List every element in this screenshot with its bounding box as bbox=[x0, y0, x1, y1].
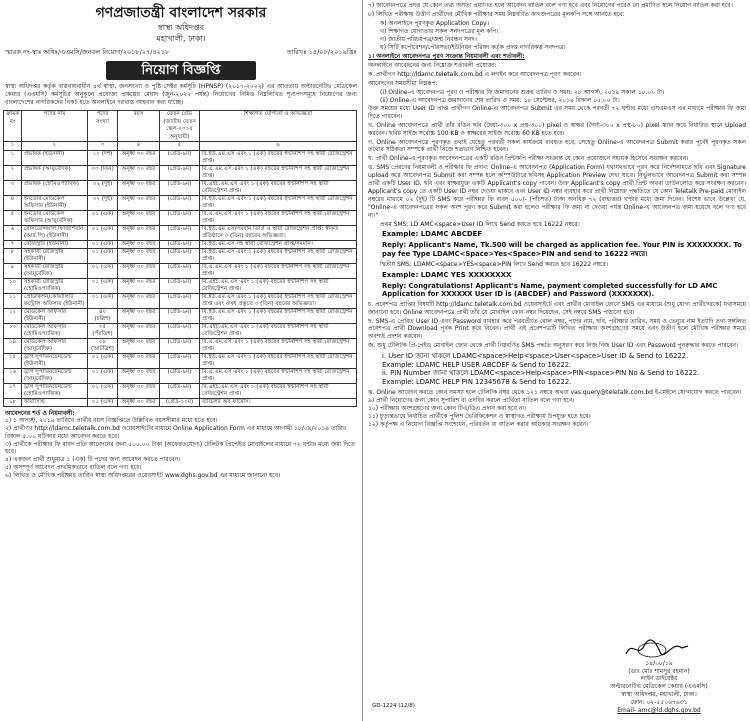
table-header-cell: বয়স bbox=[118, 111, 160, 142]
table-cell-count: ৩৫ (পঁয়ত্রিশ) bbox=[88, 323, 118, 338]
table-cell-sl: ১ bbox=[4, 150, 22, 165]
download-line: ছ. SMS-এ প্রেরিত User ID এবং Password ব্যবহার করে পরবর্তীতে রোল নম্বর, পদের নাম, ছবি, পরীক্ষার তারিখ, সময় ও ভেন্যুর নাম ইত্যাদি তথ্য সম্বলিত প্রবেশপত্র প্রার্থী Download পূর্বক Print করে নিবেন। প্রার্থী এই প্রবেশপত্রটি লিখিত পরীক্ষায় অংশগ্রহণের সময়ে এবং উত্তীর্ণ হলে মৌখিক পরীক্ষার সময়ে অবশ্যই প্রদর্শন করবেন। bbox=[368, 317, 746, 341]
table-cell-age: অনূর্ধ্ব ৩০ বছর bbox=[118, 398, 160, 406]
table-cell-sl: ১৫ bbox=[4, 353, 22, 368]
table-cell-sl: ১৪ bbox=[4, 338, 22, 353]
condition-item: ১) ১ আগস্ট, ২০১৯ তারিখে প্রার্থীর বয়স বিজ্ঞপ্তিতে উল্লিখিত বয়সসীমার মধ্যে হতে হবে। bbox=[5, 417, 218, 425]
table-row bbox=[4, 225, 357, 240]
table-cell-post: সহকারী রেজিস্ট্রার (আয়ুর্বেদিক) bbox=[22, 263, 88, 278]
table-row bbox=[4, 278, 357, 293]
table-cell-post: প্রভাষক (হোমিওপ্যাথিক) bbox=[22, 180, 88, 195]
condition-item: ৫) অসম্পূর্ণ আবেদন প্রাথমিকভাবে বাতিল বলে গণ্য হবে। bbox=[5, 464, 142, 472]
first-sms-label: প্রথম SMS: LD AMC<space>User ID লিখে Send করতে হবে 16222 নম্বরে। bbox=[380, 220, 580, 228]
table-cell-grade: (গ্রেড-৯ম) bbox=[160, 165, 200, 180]
table-cell-sl: ১৬ bbox=[4, 368, 22, 383]
posts-table bbox=[3, 110, 357, 407]
table-row bbox=[4, 398, 357, 406]
recover-item: ii. PIN Number জানা থাকলে LDAMC<space>Help<space>PIN<space>PIN No & Send to 16222. bbox=[382, 369, 700, 378]
table-cell-count: ৪০ (চল্লিশ) bbox=[88, 308, 118, 323]
table-cell-grade: (গ্রেড-৯ম) bbox=[160, 248, 200, 263]
table-cell-qual: বি.ইউ.এম.এস এবং ১ (এক) বছরের ইন্টার্নশিপ সহ স্থায়ী রেজিস্ট্রেশন প্রাপ্ত। bbox=[200, 150, 357, 165]
table-cell-sl: ১১ bbox=[4, 293, 22, 308]
table-cell-qual: বি.এ.এম.এস এবং ১ (এক) বছরের ইন্টার্নশিপ সহ স্থায়ী রেজিস্ট্রেশন প্রাপ্ত। bbox=[200, 338, 357, 353]
table-header-cell: ক্রমিক নং bbox=[4, 111, 22, 142]
intro-paragraph: স্বাস্থ্য অধিদপ্তর কর্তৃক বাস্তবায়নাধীন ৪র্থ স্বাস্থ্য, জনসংখ্যা ও পুষ্টি সেক্টর কর্মসূচি (HPNSP) (২০১৭-২০২২) এর আওতায় অল্টারনেটিভ মেডিকেল কেয়ার (এএমসি) কর্মসূচির অনুকূলে প্রযোজ্য প্রকল্পের মেয়াদ (জুন-২০২২ পর্যন্ত) নিয়োগের নিমিত্ত নিম্নলিখিত শূন্যপদসমূহে নিয়োগের জন্য বাংলাদেশের নাগরিকদের নিকট হতে অনলাইনে দরখাস্ত আহবান করা যাচ্ছে। bbox=[5, 83, 357, 106]
table-number-cell: ৬ bbox=[200, 142, 357, 151]
table-number-cell: ৫ bbox=[160, 142, 200, 151]
table-cell-count: ০২ (দুই) bbox=[88, 195, 118, 210]
table-cell-sl: ৪ bbox=[4, 195, 22, 210]
table-row bbox=[4, 240, 357, 248]
table-cell-post: রেজিস্ট্রার (ইউনানী) bbox=[22, 240, 88, 248]
table-cell-count: ০১ (এক) bbox=[88, 210, 118, 225]
table-cell-qual: বি.ইউ.এম.এস সহ স্থায়ী রেজিস্ট্রেশন প্রাপ্ত/সমমান। bbox=[200, 240, 357, 248]
table-cell-age: অনূর্ধ্ব ৩০ বছর bbox=[118, 308, 160, 323]
table-cell-count: ০২ (দুই) bbox=[88, 180, 118, 195]
table-cell-grade: (গ্রেড-৯ম) bbox=[160, 210, 200, 225]
table-row bbox=[4, 195, 357, 210]
website-line: ক. প্রার্থীগণ http://ldamc.teletalk.com.bd এ লগইন করে আবেদনপত্র পূরণ করবেন। bbox=[368, 71, 582, 79]
table-cell-grade: (গ্রেড-৯ম) bbox=[160, 240, 200, 248]
table-row bbox=[4, 338, 357, 353]
table-cell-grade: (গ্রেড-৯ম) bbox=[160, 293, 200, 308]
table-cell-sl: ২ bbox=[4, 165, 22, 180]
table-cell-count: ০১ (এক) bbox=[88, 353, 118, 368]
recover-line: জ. শুধু টেলিটক প্রি-পেইড মোবাইল ফোন থেকে প্রার্থী নিম্নবর্ণিত SMS পদ্ধতি অনুসরণ করে নিজ নিজ User ID এবং Password পুনরুদ্ধার করতে পারবেন। bbox=[368, 342, 739, 350]
table-cell-post: প্রভাষক (ইউনানী) bbox=[22, 150, 88, 165]
table-cell-age: অনূর্ধ্ব ৪০ বছর bbox=[118, 225, 160, 240]
table-cell-count: ০১ (এক) bbox=[88, 240, 118, 248]
table-cell-qual: বি.ইউ.এম.এস এবং ১ (এক) বছরের ইন্টার্নশিপ সহ স্থায়ী রেজিস্ট্রেশন প্রাপ্ত এবং ঔষধ প্রস্তুতে ৩ (তিন) বছরের অভিজ্ঞতা। bbox=[200, 293, 357, 308]
table-cell-qual: বি.এ.এম.এস এবং ১ (এক) বছরের ইন্টার্নশিপ সহ স্থায়ী রেজিস্ট্রেশন প্রাপ্ত। bbox=[200, 263, 357, 278]
table-cell-age: অনূর্ধ্ব ৩০ বছর bbox=[118, 293, 160, 308]
table-cell-count: ০১ (এক) bbox=[88, 278, 118, 293]
table-cell-age: অনূর্ধ্ব ৩০ বছর bbox=[118, 368, 160, 383]
signatory-title-2: অল্টারনেটিভ মেডিকেল কেয়ার (এএমসি) bbox=[610, 683, 708, 691]
table-cell-age: অনূর্ধ্ব ৩০ বছর bbox=[118, 248, 160, 263]
table-number-cell: ২ bbox=[22, 142, 88, 151]
conditions-section bbox=[5, 410, 357, 480]
table-cell-post: ইনডোর মেডিকেল অফিসার (আয়ুর্বেদিক) bbox=[22, 210, 88, 225]
table-cell-post: ড্রাগ সুপারিনটেনডেন্ট (ইউনানী) bbox=[22, 353, 88, 368]
table-cell-count: ০১ (এক) bbox=[88, 248, 118, 263]
table-cell-grade: (গ্রেড-৯ম) bbox=[160, 180, 200, 195]
table-row bbox=[4, 150, 357, 165]
document-item: গ) জাতীয় পরিচয়পত্র/জন্ম নিবন্ধন সনদ। bbox=[380, 35, 477, 43]
helpline: ঝ. Online আবেদন করতে কোন সমস্যা হলে টেলিটক নম্বর থেকে ১২১ নম্বরে অথবা vas.query@teletalk.com.bd ই-মেইলে যোগাযোগ করতে পারবেন। bbox=[368, 388, 742, 396]
recover-item: i. User ID জানা থাকলে LDAMC<space>Help<space>User<space>User ID & Send to 16222. bbox=[382, 352, 689, 361]
table-cell-post: ফার্মাসিস্ট bbox=[22, 398, 88, 406]
table-cell-sl: ৫ bbox=[4, 210, 22, 225]
false-info-clause: ৭) আবেদনপত্রে প্রদত্ত যে কোন তথ্য অসত্য প্রমাণিত হলে আবেদন বাতিল বলে গণ্য হবে এবং নিয়োগের পরেও তা প্রমাণিত হলে নিয়োগ বাতিল করা হবে। bbox=[368, 2, 733, 9]
table-cell-post: প্রোডাকশন/কোয়ালিটি কন্ট্রোল অফিসার (ইউনানী) bbox=[22, 293, 88, 308]
table-cell-grade: (গ্রেড-৯ম) bbox=[160, 353, 200, 368]
table-cell-qual: বি.ইউ.এম.এস এবং ১ (এক) বছরের ইন্টার্নশিপ সহ স্থায়ী রেজিস্ট্রেশন প্রাপ্ত। bbox=[200, 195, 357, 210]
table-cell-sl: ৬ bbox=[4, 225, 22, 240]
table-number-cell: ৪ bbox=[118, 142, 160, 151]
table-cell-grade: (গ্রেড-৯ম) bbox=[160, 195, 200, 210]
table-cell-post: ড্রাগ সুপারিনটেনডেন্ট (আয়ুর্বেদিক) bbox=[22, 368, 88, 383]
recover-item: Example: LDAMC HELP USER ABCDEF & Send to 16222. bbox=[382, 360, 572, 369]
table-cell-count: ০১ (এক) bbox=[88, 263, 118, 278]
table-row bbox=[4, 323, 357, 338]
sms-line: ঙ. SMS প্রেরণের নিয়মাবলী ও পরীক্ষার ফি প্রদান: Online-এ আবেদনপত্র (Application Form) যথাযথভাবে পূরণ করে নির্দেশনামতে ছবি এবং Signature upload করে আবেদনপত্র Submit করা সম্পন্ন হলে কম্পিউটারে ছবিসহ Application Preview দেখা যাবে। নির্ভুলভাবে আবেদনপত্র Submit করা সম্পন্ন প্রার্থী একটি User ID, ছবি এবং স্বাক্ষরযুক্ত একটি Applicant's copy পাবেন। উক্ত Applicant's copy প্রার্থী প্রিন্ট অথবা ডাউনলোড করে সংরক্ষণ করবেন। Applicant's copy তে একটি User ID নম্বর দেওয়া থাকবে এবং User ID নম্বর ব্যবহার করে প্রার্থী নিম্নোক্ত পদ্ধতিতে যে কোন Teletalk Pre-paid মোবাইল নম্বরের মাধ্যমে ০২ (দুই) টি SMS করে পরীক্ষার ফি বাবদ ৫০০/- (পাঁচশত) টাকা অনধিক ৭২ (বাহাত্তর) ঘণ্টার মধ্যে জমা দিবেন। বিশেষ ভাবে উল্লেখ্য যে, "Online-এ আবেদনপত্রের সকল অংশ পূরণ করে Submit করা হলেও পরীক্ষার ফি জমা না দেওয়া পর্যন্ত Online-এ আবেদনপত্র জমা হয়েছে বলে গণ্য হবে না।" bbox=[368, 164, 746, 219]
example-2: Example: LDAMC YES XXXXXXXX bbox=[382, 270, 512, 279]
memo-line bbox=[5, 47, 357, 58]
table-row bbox=[4, 180, 357, 195]
table-cell-sl: ১২ bbox=[4, 308, 22, 323]
signature-mark bbox=[584, 638, 734, 660]
document-item: ঘ) সিটি কর্পোরেশন/পৌরসভা/ইউনিয়ন পরিষদ কর্তৃক প্রদত্ত নাগরিকত্ব সনদপত্র। bbox=[380, 43, 566, 51]
deadline-list bbox=[368, 89, 746, 105]
memo-date: তারিখঃ ১৪/০৮/২০১৯খ্রিঃ bbox=[286, 48, 357, 56]
department-name: স্বাস্থ্য অধিদপ্তর bbox=[157, 23, 205, 32]
misc-item: ১০) পরীক্ষায় অংশগ্রহণের জন্য কোন টিএ/ডিএ প্রদান করা হবে না। bbox=[368, 405, 527, 413]
copy-line: ঘ. প্রার্থী Online-এ পূরণকৃত আবেদনপত্রের একটি রঙিন প্রিন্টকপি পরীক্ষা সংক্রান্ত যে কোন প্রয়োজনে সহায়ক হিসেবে সংরক্ষণ করবেন। bbox=[368, 155, 689, 163]
notice-title: নিয়োগ বিজ্ঞপ্তি bbox=[106, 61, 256, 80]
table-cell-post: মেডিকেল অফিসার (আয়ুর্বেদিক) bbox=[22, 338, 88, 353]
table-cell-post: প্রভাষক (আয়ুর্বেদিক) bbox=[22, 165, 88, 180]
recover-item: Example: LDAMC HELP PIN 12345678 & Send to 16222. bbox=[382, 377, 572, 386]
table-cell-qual: বি.এ.এম.এস এবং ১ (এক) বছরের ইন্টার্নশিপ সহ স্থায়ী রেজিস্ট্রেশন প্রাপ্ত। bbox=[200, 165, 357, 180]
table-header-cell: শিক্ষাগত যোগ্যতা ও অভিজ্ঞতা bbox=[200, 111, 357, 142]
memo-number: স্মারক নং-স্বাঃ অধিঃ/এএমসি/জনবল নিয়োগ/২০১৮/২৭/৪২১৮ bbox=[5, 48, 170, 56]
table-cell-grade: (গ্রেড-১০ম) bbox=[160, 398, 200, 406]
misc-item: ১১) চূড়ান্তভাবে নির্বাচিত প্রার্থীকে পুলিশ ভেরিফিকেশন ও স্বাস্থ্যগত পরীক্ষায় উপযুক্ত হতে হবে। bbox=[368, 413, 591, 421]
table-row bbox=[4, 210, 357, 225]
department-location: মহাখালী, ঢাকা। bbox=[156, 34, 206, 43]
admit-line: চ. প্রবেশপত্র প্রাপ্তির বিষয়টি http://ldamc.teletalk.com.bd ওয়েবসাইটে এবং প্রার্থীর মোবাইল ফোনে SMS এর মাধ্যমে (শুধু যোগ্য প্রার্থীদেরকে) যথাসময়ে জানানো হবে। Online আবেদনপত্রে প্রার্থী তাঁর যে মোবাইল ফোন নম্বর দিয়েছেন, সেই নম্বরে SMS পাঠানো হবে। bbox=[368, 300, 746, 316]
signatory-phone: ফোন: ০২-৫৫০৬৭৬৩১ bbox=[630, 699, 688, 707]
table-cell-post: মেডিকেল অফিসার (হোমিওপ্যাথিক) bbox=[22, 323, 88, 338]
apply-intro: অনলাইনে আবেদনের জন্য নিম্নোক্ত শর্তাবলী প্রযোজ্য: bbox=[368, 62, 497, 70]
signature-block bbox=[584, 638, 734, 715]
table-cell-sl: ৮ bbox=[4, 248, 22, 263]
document-item: ক) অনলাইনে পূরণকৃত Application Copy। bbox=[380, 19, 489, 27]
info-line: গ. Online আবেদনপত্রে পূরণকৃত তথ্যই যেহেতু পরবর্তী সকল কার্যক্রমে ব্যবহৃত হবে, সেহেতু Online-এ আবেদনপত্র Submit করার পূর্বেই পূরণকৃত সকল তথ্যের সঠিকতা সম্পর্কে প্রার্থী নিজে শতভাগ নিশ্চিত হবেন। bbox=[368, 138, 746, 154]
table-cell-age: অনূর্ধ্ব ৩০ বছর bbox=[118, 383, 160, 398]
conditions-title: আবেদনের শর্ত ও নিয়মাবলী: bbox=[5, 409, 75, 417]
table-cell-qual: বি.ইউ.এম.এস/সমমান ডিগ্রি ও স্থায়ী রেজিস্ট্রেশন প্রাপ্ত; স্বীকৃত প্রতিষ্ঠানে ৩ (তিন) বছরের অভিজ্ঞতা। bbox=[200, 225, 357, 240]
table-cell-qual: ব্যাচেলর অব ফার্মেসি। bbox=[200, 398, 357, 406]
table-cell-age: অনূর্ধ্ব ৩০ বছর bbox=[118, 165, 160, 180]
reply-2: Reply: Congratulations! Applicant's Name, payment completed successfully for LD AMC Application for XXXXXX User ID is (ABCDEF) and Password (XXXXXXX). bbox=[382, 281, 718, 299]
table-number-cell: ১ bbox=[4, 142, 22, 151]
table-cell-age: অনূর্ধ্ব ৩০ বছর bbox=[118, 323, 160, 338]
table-cell-grade: (গ্রেড-৯ম) bbox=[160, 263, 200, 278]
table-number-cell: ৩ bbox=[88, 142, 118, 151]
online-section-heading: ১। অনলাইনে আবেদনপত্র পূরণ সংক্রান্ত নিয়মাবলী এবং শর্তাবলী: bbox=[368, 53, 525, 61]
table-cell-age: অনূর্ধ্ব ৩০ বছর bbox=[118, 353, 160, 368]
misc-list bbox=[368, 397, 746, 429]
recover-list bbox=[382, 352, 746, 386]
table-header-cell: পদের নাম bbox=[22, 111, 88, 142]
table-cell-count: ০১ (এক) bbox=[88, 368, 118, 383]
table-row bbox=[4, 165, 357, 180]
signatory-email: Email- amc@ld.dghs.gov.bd bbox=[617, 707, 701, 715]
documents-clause: ৮) লিখিত পরীক্ষায় উত্তীর্ণ প্রার্থীদের মৌখিক পরীক্ষার সময় নিম্নবর্ণিত কাগজপত্রের মূলকপি সঙ্গে আনতে হবে: bbox=[368, 10, 625, 18]
table-cell-count: ১০ (দশ) bbox=[88, 150, 118, 165]
deadline-item: (ii) Online-এ আবেদনপত্র জমাদানের শেষ তারিখ ও সময়: ১৮ সেপ্টেম্বর, ২০১৯ বিকাল ০৫.০০ টা। bbox=[380, 96, 620, 104]
table-number-row bbox=[4, 142, 357, 151]
table-cell-post: ড্রাগ সুপারিনটেনডেন্ট (হোমিওপ্যাথিক) bbox=[22, 383, 88, 398]
table-cell-count: ০১ (এক) bbox=[88, 383, 118, 398]
table-cell-sl: ১৭ bbox=[4, 383, 22, 398]
documents-list bbox=[368, 20, 746, 52]
table-cell-grade: (গ্রেড-৯ম) bbox=[160, 278, 200, 293]
table-cell-count: ০১ (এক) bbox=[88, 293, 118, 308]
table-cell-post: মেডিকেল অফিসার (ইউনানী) bbox=[22, 308, 88, 323]
table-cell-age: অনূর্ধ্ব ৩০ বছর bbox=[118, 263, 160, 278]
table-cell-grade: (গ্রেড-৯ম) bbox=[160, 308, 200, 323]
table-cell-age: অনূর্ধ্ব ৩০ বছর bbox=[118, 150, 160, 165]
reply-1: Reply: Applicant's Name, Tk.500 will be charged as application fee. Your PIN is XXXXXXXX. To pay fee Type LDAMC<Space>Yes<Space>PIN and send to 16222 নম্বরে। bbox=[382, 241, 742, 259]
table-cell-sl: ১৮ bbox=[4, 398, 22, 406]
govt-title: গণপ্রজাতন্ত্রী বাংলাদেশ সরকার bbox=[95, 5, 267, 21]
table-cell-qual: বি.ইউ.এম.এস এবং ১ (এক) বছরের ইন্টার্নশিপ সহ স্থায়ী রেজিস্ট্রেশন প্রাপ্ত। bbox=[200, 308, 357, 323]
table-row bbox=[4, 293, 357, 308]
table-row bbox=[4, 383, 357, 398]
table-header-row bbox=[4, 111, 357, 142]
table-cell-post: সহকারী রেজিস্ট্রার (ইউনানী) bbox=[22, 248, 88, 263]
table-cell-age: অনূর্ধ্ব ৩০ বছর bbox=[118, 240, 160, 248]
deadline-item: (i) Online-এ আবেদনপত্র পূরণ ও পরীক্ষার ফি জমাদানের শুরুর তারিখ ও সময়: ২৮ আগস্ট, ২০১৯ সকাল ১০.০০ টা। bbox=[380, 89, 665, 97]
table-cell-post: রেসিডেন্সিয়াল ফিজিশিয়ান (আর.পি) (ইউনানী) bbox=[22, 225, 88, 240]
second-sms-label: দ্বিতীয় SMS: LDAMC<space>YES<space>PIN লিখে Send করতে হবে 16222 নম্বরে। bbox=[380, 260, 608, 268]
misc-item: ১২) কর্তৃপক্ষ এ নিয়োগ বিজ্ঞপ্তি সংশোধন, পরিবর্তন বা বাতিল করার অধিকার সংরক্ষণ করেন। bbox=[368, 421, 589, 429]
table-cell-qual: বি.ইউ.এম.এস এবং ১ (এক) বছরের ইন্টার্নশিপ সহ স্থায়ী রেজিস্ট্রেশন প্রাপ্ত। bbox=[200, 248, 357, 263]
signatory-name: (ডাঃ মোঃ শামসুর রহমান) bbox=[628, 667, 690, 675]
table-cell-age: অনূর্ধ্ব ৩০ বছর bbox=[118, 180, 160, 195]
table-cell-post: ইনডোর মেডিকেল অফিসার (ইউনানী) bbox=[22, 195, 88, 210]
table-cell-count: ০১ (এক) bbox=[88, 398, 118, 406]
table-cell-qual: বি.এইচ.এম.এস এবং ১ (এক) বছরের ইন্টার্নশিপ সহ স্থায়ী রেজিস্ট্রেশন প্রাপ্ত। bbox=[200, 323, 357, 338]
deadline-title: আবেদনের সময়সীমা নিম্নরূপ: bbox=[368, 80, 438, 88]
table-cell-grade: (গ্রেড-৯ম) bbox=[160, 225, 200, 240]
column-divider bbox=[362, 0, 363, 721]
conditions-list bbox=[5, 417, 357, 479]
table-body bbox=[4, 150, 357, 406]
table-cell-sl: ১০ bbox=[4, 278, 22, 293]
userid-note: উক্ত সময়ের মধ্যে User ID প্রাপ্ত প্রার্থীগণ Online-এ আবেদনপত্র Submit এর সময় থেকে পরবর্তী ৭২ ঘণ্টার মধ্যে এসএমএস এর মাধ্যমে পরীক্ষার ফি জমা দিতে পারবেন। bbox=[368, 104, 746, 120]
table-cell-qual: বি.এ.এম.এস এবং ১ (এক) বছরের ইন্টার্নশিপ সহ স্থায়ী রেজিস্ট্রেশন প্রাপ্ত। bbox=[200, 368, 357, 383]
table-row bbox=[4, 263, 357, 278]
document-item: খ) শিক্ষাগত যোগ্যতার সকল সনদপত্রের মূল কপি। bbox=[380, 27, 499, 35]
condition-item: ২) প্রার্থীগণ http://ldamc.teletalk.com.bd ওয়েবসাইটের মাধ্যমে Online Application Form এর মাধ্যমে আগামী ১৮/০৯/২০১৯ তারিখ বিকাল ৫.০০ ঘটিকার মধ্যে আবেদন করতে হবে। bbox=[5, 425, 347, 440]
signatory-title-3: স্বাস্থ্য অধিদপ্তর, মহাখালী, ঢাকা। bbox=[621, 691, 697, 699]
signature-date: ১৪/০৮/১৯ bbox=[645, 659, 673, 667]
table-cell-sl: ৭ bbox=[4, 240, 22, 248]
table-cell-age: অনূর্ধ্ব ৩০ বছর bbox=[118, 195, 160, 210]
table-cell-sl: ১৩ bbox=[4, 323, 22, 338]
table-cell-sl: ৯ bbox=[4, 263, 22, 278]
table-cell-count: ০৩ (তিন) bbox=[88, 165, 118, 180]
table-row bbox=[4, 353, 357, 368]
condition-item: ৪) একজন প্রার্থী শুধুমাত্র ১ (এক) টি পদের জন্য আবেদন করতে পারবেন। bbox=[5, 456, 181, 464]
table-cell-qual: বি.এইচ.এম.এস এবং ১ (এক) বছরের ইন্টার্নশিপ সহ স্থায়ী রেজিস্ট্রেশন প্রাপ্ত। bbox=[200, 383, 357, 398]
table-cell-qual: বি.এইচ.এম.এস এবং ১ (এক) বছরের ইন্টার্নশিপ সহ স্থায়ী রেজিস্ট্রেশন প্রাপ্ত। bbox=[200, 180, 357, 195]
table-row bbox=[4, 368, 357, 383]
table-cell-age: অনূর্ধ্ব ৩০ বছর bbox=[118, 210, 160, 225]
left-column bbox=[3, 2, 359, 719]
table-cell-grade: (গ্রেড-৯ম) bbox=[160, 338, 200, 353]
table-cell-grade: (গ্রেড-৯ম) bbox=[160, 323, 200, 338]
table-cell-count: ০১ (এক) bbox=[88, 225, 118, 240]
misc-item: ৯) প্রার্থী নিয়োগের জন্য কোন সুপারিশ বা তদবির করলে প্রার্থিতা বাতিল বলে গণ্য হবে। bbox=[368, 397, 575, 405]
table-header-cell: পদের সংখ্যা bbox=[88, 111, 118, 142]
table-cell-grade: (গ্রেড-৯ম) bbox=[160, 150, 200, 165]
condition-item: ৬) লিখিত ও মৌখিক পরীক্ষার তারিখ স্বাস্থ্য অধিদপ্তরের ওয়েবসাইট www.dghs.gov.bd এর মাধ্যমে জানানো হবে। bbox=[5, 471, 281, 479]
table-cell-age: অনূর্ধ্ব ৩০ বছর bbox=[118, 338, 160, 353]
signature-scribble-icon bbox=[622, 638, 692, 660]
right-column bbox=[368, 2, 746, 719]
gd-code: GD-1224 (12/8) bbox=[372, 703, 415, 709]
photo-line: খ. Online আবেদনপত্রে প্রার্থী তাঁর রঙিন ছবি (দৈর্ঘ্য-৩০০ x প্রস্থ-৩০০) pixel ও স্বাক্ষর (দৈর্ঘ্য-৩০০ x প্রস্থ-৮০) pixel স্ক্যান করে নির্ধারিত স্থানে Upload করবেন। ছবির সাইজ সর্বোচ্চ 100 KB ও স্বাক্ষরের সাইজ সর্বোচ্চ 60 KB হতে হবে। bbox=[368, 121, 746, 137]
signatory-title-1: লাইন ডাইরেক্টর bbox=[640, 675, 678, 683]
table-cell-qual: বি.এইচ.এম.এস এবং ১ (এক) বছরের ইন্টার্নশিপ সহ স্থায়ী রেজিস্ট্রেশন প্রাপ্ত। bbox=[200, 278, 357, 293]
table-cell-post: সহকারী রেজিস্ট্রার (হোমিওপ্যাথিক) bbox=[22, 278, 88, 293]
table-row bbox=[4, 248, 357, 263]
table-header-cell: বেতন গ্রেড (জাতীয় বেতন স্কেল-২০১৫ অনুযায়ী) bbox=[160, 111, 200, 142]
example-1: Example: LDAMC ABCDEF bbox=[382, 230, 483, 239]
table-cell-count: ৩৮ (আটত্রিশ) bbox=[88, 338, 118, 353]
table-cell-grade: (গ্রেড-৯ম) bbox=[160, 383, 200, 398]
table-cell-qual: বি.ইউ.এম.এস এবং ১ (এক) বছরের ইন্টার্নশিপ সহ স্থায়ী রেজিস্ট্রেশন প্রাপ্ত। bbox=[200, 353, 357, 368]
condition-item: ৩) প্রার্থীকে পরীক্ষার ফি বাবদ প্রতি আবেদনের জন্য ৫০০.০০ টাকা (অফেরতযোগ্য) টেলিটক প্রিপেইড মোবাইলের মাধ্যমে ৭২ ঘন্টার মধ্যে জমা দিতে হবে। bbox=[5, 440, 355, 456]
table-cell-grade: (গ্রেড-৯ম) bbox=[160, 368, 200, 383]
table-cell-sl: ৩ bbox=[4, 180, 22, 195]
table-cell-age: অনূর্ধ্ব ৩০ বছর bbox=[118, 278, 160, 293]
table-row bbox=[4, 308, 357, 323]
table-cell-qual: বি.এ.এম.এস এবং ১ (এক) বছরের ইন্টার্নশিপ সহ স্থায়ী রেজিস্ট্রেশন প্রাপ্ত। bbox=[200, 210, 357, 225]
